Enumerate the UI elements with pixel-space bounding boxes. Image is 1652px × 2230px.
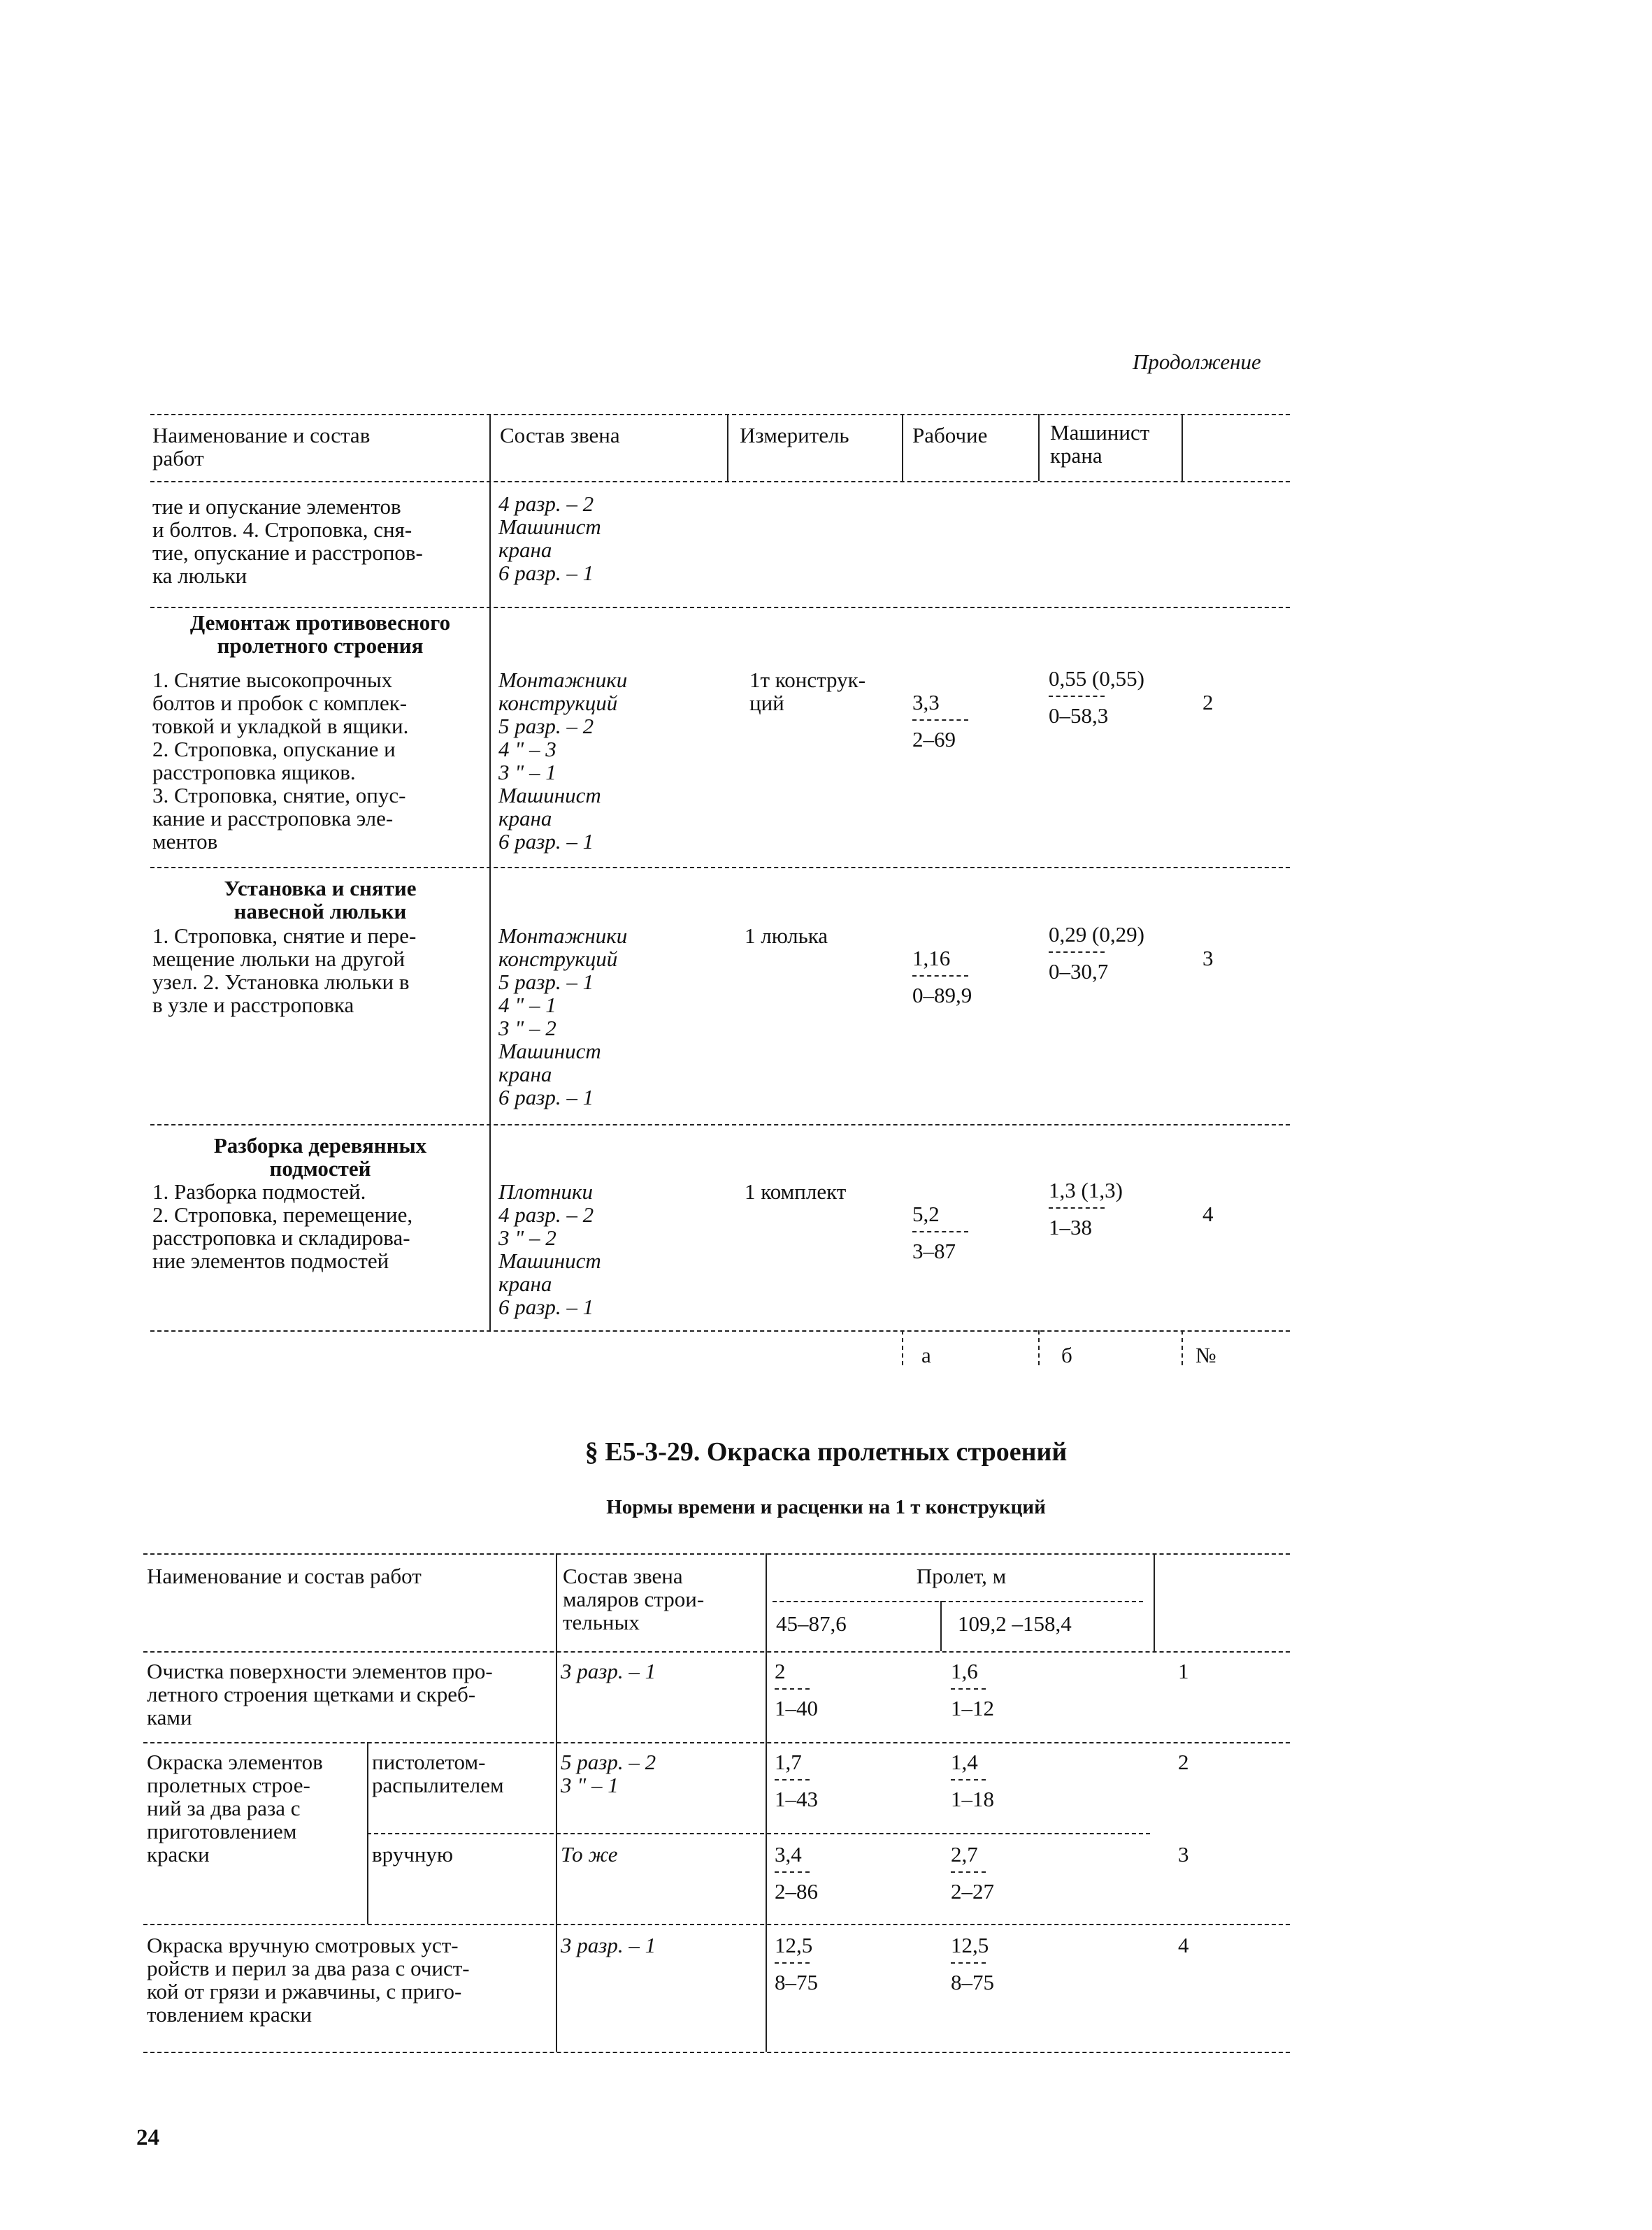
- rate: 8–75: [775, 1970, 818, 1994]
- table1-row1-crew: 4 разр. – 2 Машинист крана 6 разр. – 1: [498, 491, 601, 585]
- operator-rate: 1–38: [1049, 1215, 1092, 1239]
- fraction-bar: [951, 1871, 986, 1873]
- table1-header-work: Наименование и состав работ: [152, 423, 371, 470]
- table2-row3-method: вручную: [372, 1842, 454, 1866]
- table1-header-unit: Измеритель: [740, 423, 849, 447]
- rate: 1–40: [775, 1696, 818, 1720]
- time-norm: 2: [775, 1659, 786, 1683]
- table1-row2-description: 1. Снятие высокопрочных болтов и пробок с комплек- товкой и укладкой в ящики. 2. Строповка, опускание и расстроповка ящиков. 3. Строповка, снятие, опус- кание и расстроповка эле- ментов: [152, 668, 409, 854]
- table2-col-divider: [766, 1553, 767, 2052]
- workers-time-norm: 5,2: [912, 1202, 940, 1226]
- table2-col-divider: [1154, 1553, 1155, 1651]
- table2-row1-description: Очистка поверхности элементов про- летного строения щетками и скреб- ками: [147, 1659, 493, 1729]
- table1-row3-number: 3: [1202, 946, 1214, 970]
- operator-time-norm: 0,29 (0,29): [1049, 922, 1144, 947]
- fraction-bar: [775, 1871, 810, 1873]
- table1-row2-operator: [1049, 667, 1181, 727]
- table1-row3-title: Установка и снятие навесной люльки: [224, 876, 417, 923]
- section-title: § Е5-3-29. Окраска пролетных строений: [584, 1437, 1068, 1467]
- table2-header-span-b: 109,2 –158,4: [958, 1611, 1072, 1636]
- table2-row2-crew: 5 разр. – 2 3 " – 1: [561, 1750, 656, 1797]
- fraction-bar: [912, 719, 968, 721]
- table1-footer-tick: [1181, 1330, 1183, 1365]
- table1-header-operator: Машинист крана: [1050, 420, 1150, 468]
- table2-row1-crew: 3 разр. – 1: [561, 1659, 656, 1683]
- table1-footer-tick: [1038, 1330, 1040, 1365]
- table1-row3-crew: Монтажники конструкций 5 разр. – 1 4 " – 1 3 " – 2 Машинист крана 6 разр. – 1: [498, 923, 628, 1109]
- table2-row2-span-a: [775, 1750, 907, 1811]
- table1-header-rule: [150, 481, 1290, 482]
- fraction-bar: [951, 1962, 986, 1964]
- fraction-bar: [951, 1779, 986, 1781]
- table1-row1-description: тие и опускание элементов и болтов. 4. Строповка, сня- тие, опускание и расстропов- ка люльки: [152, 494, 423, 588]
- table2-col-divider: [367, 1742, 368, 1924]
- fraction-bar: [1049, 696, 1105, 697]
- table1-row4-workers: [912, 1202, 1045, 1263]
- table2-header-crew: Состав звена маляров строи- тельных: [563, 1564, 705, 1634]
- table1-col-divider: [1038, 414, 1040, 481]
- table1-row4-unit: 1 комплект: [745, 1179, 847, 1204]
- table1-footer-col-a: а: [921, 1343, 931, 1367]
- time-norm: 3,4: [775, 1842, 802, 1866]
- table2-row2-number: 2: [1178, 1750, 1189, 1774]
- table1-header-crew: Состав звена: [500, 423, 620, 447]
- workers-rate: 2–69: [912, 727, 956, 751]
- time-norm: 2,7: [951, 1842, 978, 1866]
- table1-row2-unit: 1т конструк- ций: [749, 668, 866, 715]
- table2-span-rule: [773, 1601, 1143, 1602]
- table2-row-rule: [367, 1833, 1150, 1834]
- rate: 1–18: [951, 1787, 994, 1811]
- fraction-bar: [775, 1779, 810, 1781]
- table1-row2-number: 2: [1202, 690, 1214, 714]
- table1-top-rule: [150, 414, 1290, 415]
- table1-row4-crew: Плотники 4 разр. – 2 3 " – 2 Машинист крана 6 разр. – 1: [498, 1179, 601, 1319]
- table2-row1-number: 1: [1178, 1659, 1189, 1683]
- table2-bottom-rule: [143, 2052, 1290, 2053]
- table2-col-divider: [556, 1553, 557, 2052]
- fraction-bar: [912, 1231, 968, 1232]
- table2-header-span-a: 45–87,6: [776, 1611, 847, 1636]
- table1-row4-description: 1. Разборка подмостей. 2. Строповка, перемещение, расстроповка и складирова- ние элементов подмостей: [152, 1179, 413, 1273]
- table2-row3-span-a: [775, 1843, 907, 1903]
- operator-time-norm: 0,55 (0,55): [1049, 666, 1144, 691]
- operator-time-norm: 1,3 (1,3): [1049, 1178, 1123, 1202]
- workers-time-norm: 1,16: [912, 946, 951, 970]
- table2-row1-span-b: [951, 1660, 1084, 1720]
- table1-row4-title: Разборка деревянных подмостей: [213, 1133, 427, 1181]
- table1-footer-tick: [902, 1330, 903, 1365]
- workers-rate: 3–87: [912, 1239, 956, 1263]
- table1-row4-number: 4: [1202, 1202, 1214, 1226]
- continuation-label: Продолжение: [1133, 350, 1261, 374]
- table2-row4-span-a: [775, 1934, 907, 1994]
- table1-row-rule: [150, 867, 1290, 868]
- table1-row4-operator: [1049, 1179, 1181, 1239]
- operator-rate: 0–30,7: [1049, 959, 1109, 984]
- table1-row3-description: 1. Строповка, снятие и пере- мещение люльки на другой узел. 2. Установка люльки в в узле и расстроповка: [152, 923, 417, 1017]
- table2-col-divider: [940, 1601, 942, 1651]
- table1-row2-title: Демонтаж противовесного пролетного строения: [189, 610, 451, 658]
- table1-footer-col-b: б: [1061, 1343, 1072, 1367]
- table2-row4-number: 4: [1178, 1933, 1189, 1957]
- table1-footer-col-number: №: [1195, 1343, 1216, 1367]
- fraction-bar: [912, 975, 968, 977]
- fraction-bar: [775, 1962, 810, 1964]
- section-subtitle: Нормы времени и расценки на 1 т конструкций: [606, 1496, 1046, 1518]
- table1-col-divider: [489, 414, 491, 1330]
- rate: 1–12: [951, 1696, 994, 1720]
- table2-row3-span-b: [951, 1843, 1084, 1903]
- table1-row2-crew: Монтажники конструкций 5 разр. – 2 4 " – 3 3 " – 1 Машинист крана 6 разр. – 1: [498, 668, 628, 854]
- table2-row4-span-b: [951, 1934, 1084, 1994]
- time-norm: 1,7: [775, 1750, 802, 1774]
- rate: 8–75: [951, 1970, 994, 1994]
- rate: 2–86: [775, 1879, 818, 1904]
- table2-header-rule: [143, 1651, 1290, 1653]
- rate: 1–43: [775, 1787, 818, 1811]
- table2-row2-span-b: [951, 1750, 1084, 1811]
- table1-row-rule: [150, 1124, 1290, 1125]
- table2-row-rule: [143, 1742, 1290, 1743]
- table1-col-divider: [727, 414, 728, 481]
- time-norm: 12,5: [951, 1933, 989, 1957]
- table2-row3-number: 3: [1178, 1842, 1189, 1866]
- table2-row2-method: пистолетом- распылителем: [372, 1750, 504, 1797]
- table2-header-span: Пролет, м: [916, 1564, 1007, 1588]
- table2-row3-crew: То же: [561, 1842, 618, 1866]
- time-norm: 12,5: [775, 1933, 813, 1957]
- table1-row-rule: [150, 607, 1290, 608]
- fraction-bar: [1049, 951, 1105, 953]
- page-number: 24: [136, 2125, 159, 2150]
- fraction-bar: [775, 1688, 810, 1690]
- fraction-bar: [1049, 1207, 1105, 1209]
- table2-row-rule: [143, 1924, 1290, 1925]
- workers-time-norm: 3,3: [912, 690, 940, 714]
- table2-row4-crew: 3 разр. – 1: [561, 1933, 656, 1957]
- workers-rate: 0–89,9: [912, 983, 972, 1007]
- fraction-bar: [951, 1688, 986, 1690]
- table1-row3-workers: [912, 947, 1045, 1007]
- table1-bottom-rule: [150, 1330, 1290, 1332]
- rate: 2–27: [951, 1879, 994, 1904]
- table1-row2-workers: [912, 691, 1045, 751]
- table1-col-divider: [1181, 414, 1183, 481]
- table2-row2-description: Окраска элементов пролетных строе- ний за два раза с приготовлением краски: [147, 1750, 323, 1866]
- table2-top-rule: [143, 1553, 1290, 1555]
- table2-row1-span-a: [775, 1660, 907, 1720]
- time-norm: 1,4: [951, 1750, 978, 1774]
- table1-header-workers: Рабочие: [912, 423, 988, 447]
- operator-rate: 0–58,3: [1049, 703, 1109, 728]
- table1-row3-unit: 1 люлька: [745, 923, 828, 948]
- time-norm: 1,6: [951, 1659, 978, 1683]
- table1-row3-operator: [1049, 923, 1181, 983]
- table2-row4-description: Окраска вручную смотровых уст- ройств и перил за два раза с очист- кой от грязи и ржавчины, с приго- товлением краски: [147, 1933, 470, 2027]
- table1-col-divider: [902, 414, 903, 481]
- table2-header-work: Наименование и состав работ: [147, 1564, 422, 1588]
